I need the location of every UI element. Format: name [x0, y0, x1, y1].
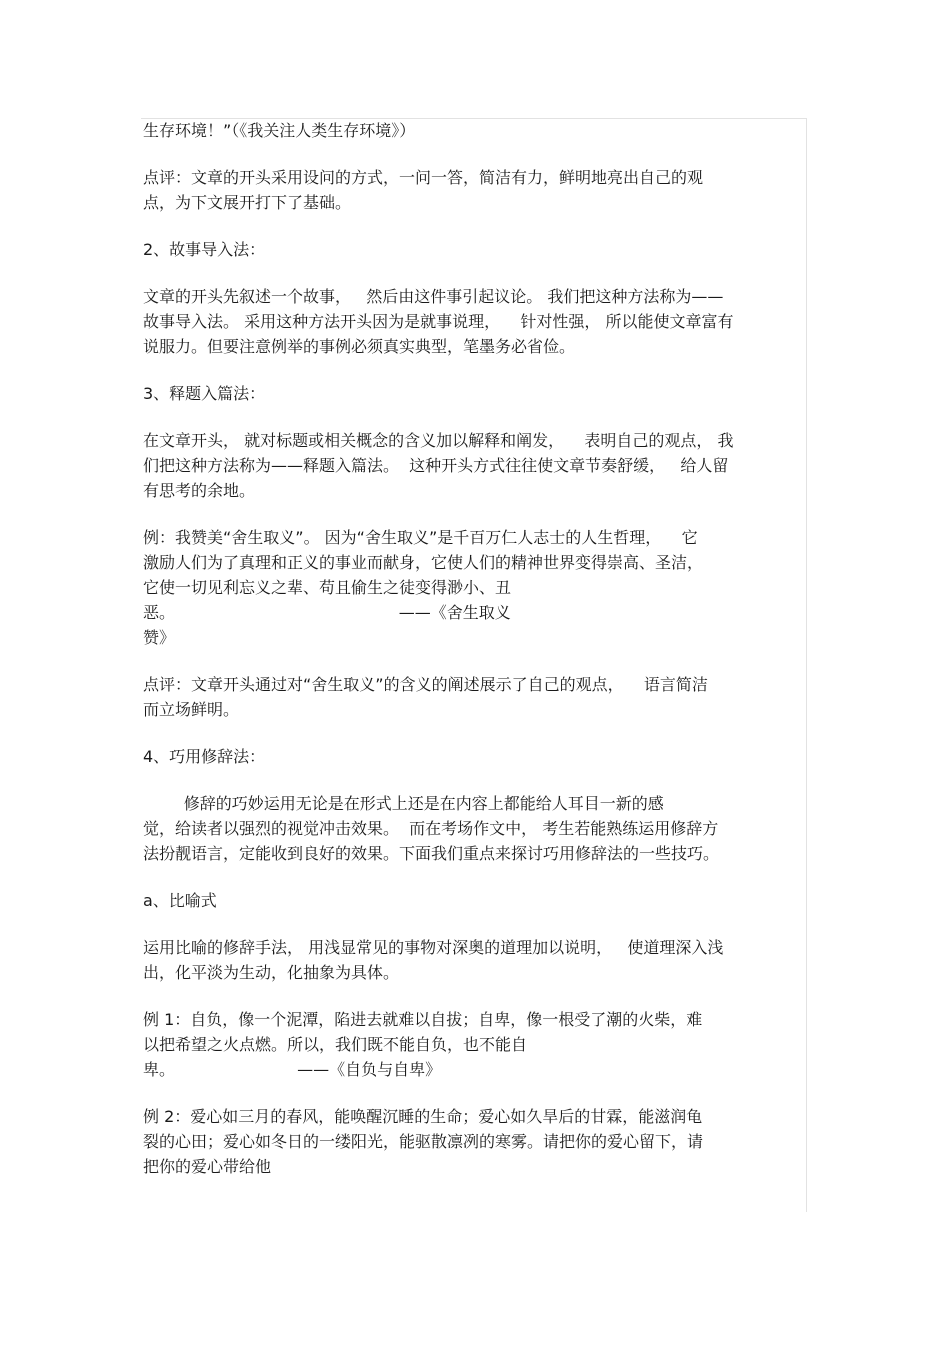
text-line: 觉，给读者以强烈的视觉冲击效果。 而在考场作文中， 考生若能熟练运用修辞方 [143, 819, 719, 838]
text-line: 故事导入法。 采用这种方法开头因为是就事说理， 针对性强， 所以能使文章富有 [143, 312, 734, 331]
section-heading: 3、释题入篇法： [143, 384, 266, 403]
text-line: 修辞的巧妙运用无论是在形式上还是在内容上都能给人耳目一新的感 [143, 794, 664, 813]
text-line: 点，为下文展开打下了基础。 [143, 193, 352, 212]
text-line: 而立场鲜明。 [143, 700, 240, 719]
text-line: 例 2：爱心如三月的春风，能唤醒沉睡的生命；爱心如久旱后的甘霖，能滋润龟 [143, 1107, 703, 1126]
text-line: 点评：文章开头通过对“舍生取义”的含义的阐述展示了自己的观点， 语言简洁 [143, 675, 708, 694]
text-line: 们把这种方法称为——释题入篇法。 这种开头方式往往使文章节奏舒缓， 给人留 [143, 456, 729, 475]
subsection-heading: a、比喻式 [143, 891, 217, 910]
text-line: 生存环境！”（《我关注人类生存环境》） [143, 121, 416, 140]
text-line: 把你的爱心带给他 [143, 1157, 272, 1176]
text-line: 以把希望之火点燃。所以，我们既不能自负，也不能自 [143, 1035, 528, 1054]
text-line: 运用比喻的修辞手法， 用浅显常见的事物对深奥的道理加以说明， 使道理深入浅 [143, 938, 724, 957]
section-heading: 2、故事导入法： [143, 240, 266, 259]
text-line: 例：我赞美“舍生取义”。 因为“舍生取义”是千百万仁人志士的人生哲理， 它 [143, 528, 698, 547]
text-line: 激励人们为了真理和正义的事业而献身，它使人们的精神世界变得崇高、圣洁， [143, 553, 704, 572]
text-line: 点评：文章的开头采用设问的方式，一问一答，简洁有力，鲜明地亮出自己的观 [143, 168, 704, 187]
section-heading: 4、巧用修辞法： [143, 747, 266, 766]
text-line: 裂的心田；爱心如冬日的一缕阳光，能驱散凛冽的寒雾。请把你的爱心留下，请 [143, 1132, 704, 1151]
text-line: 它使一切见利忘义之辈、苟且偷生之徒变得渺小、丑 [143, 578, 512, 597]
text-line: 说服力。但要注意例举的事例必须真实典型，笔墨务必省俭。 [143, 337, 576, 356]
text-line: 文章的开头先叙述一个故事， 然后由这件事引起议论。 我们把这种方法称为—— [143, 287, 724, 306]
text-line: 有思考的余地。 [143, 481, 256, 500]
text-line: 在文章开头， 就对标题或相关概念的含义加以解释和阐发， 表明自己的观点， 我 [143, 431, 734, 450]
text-line: 恶。 ——《舍生取义 [143, 603, 511, 622]
text-line: 出，化平淡为生动，化抽象为具体。 [143, 963, 400, 982]
text-line: 赞》 [143, 628, 176, 647]
document-body [143, 118, 805, 1179]
text-line: 法扮靓语言，定能收到良好的效果。下面我们重点来探讨巧用修辞法的一些技巧。 [143, 844, 720, 863]
text-line: 例 1：自负，像一个泥潭，陷进去就难以自拔；自卑，像一根受了潮的火柴，难 [143, 1010, 703, 1029]
text-line: 卑。 ——《自负与自卑》 [143, 1060, 442, 1079]
